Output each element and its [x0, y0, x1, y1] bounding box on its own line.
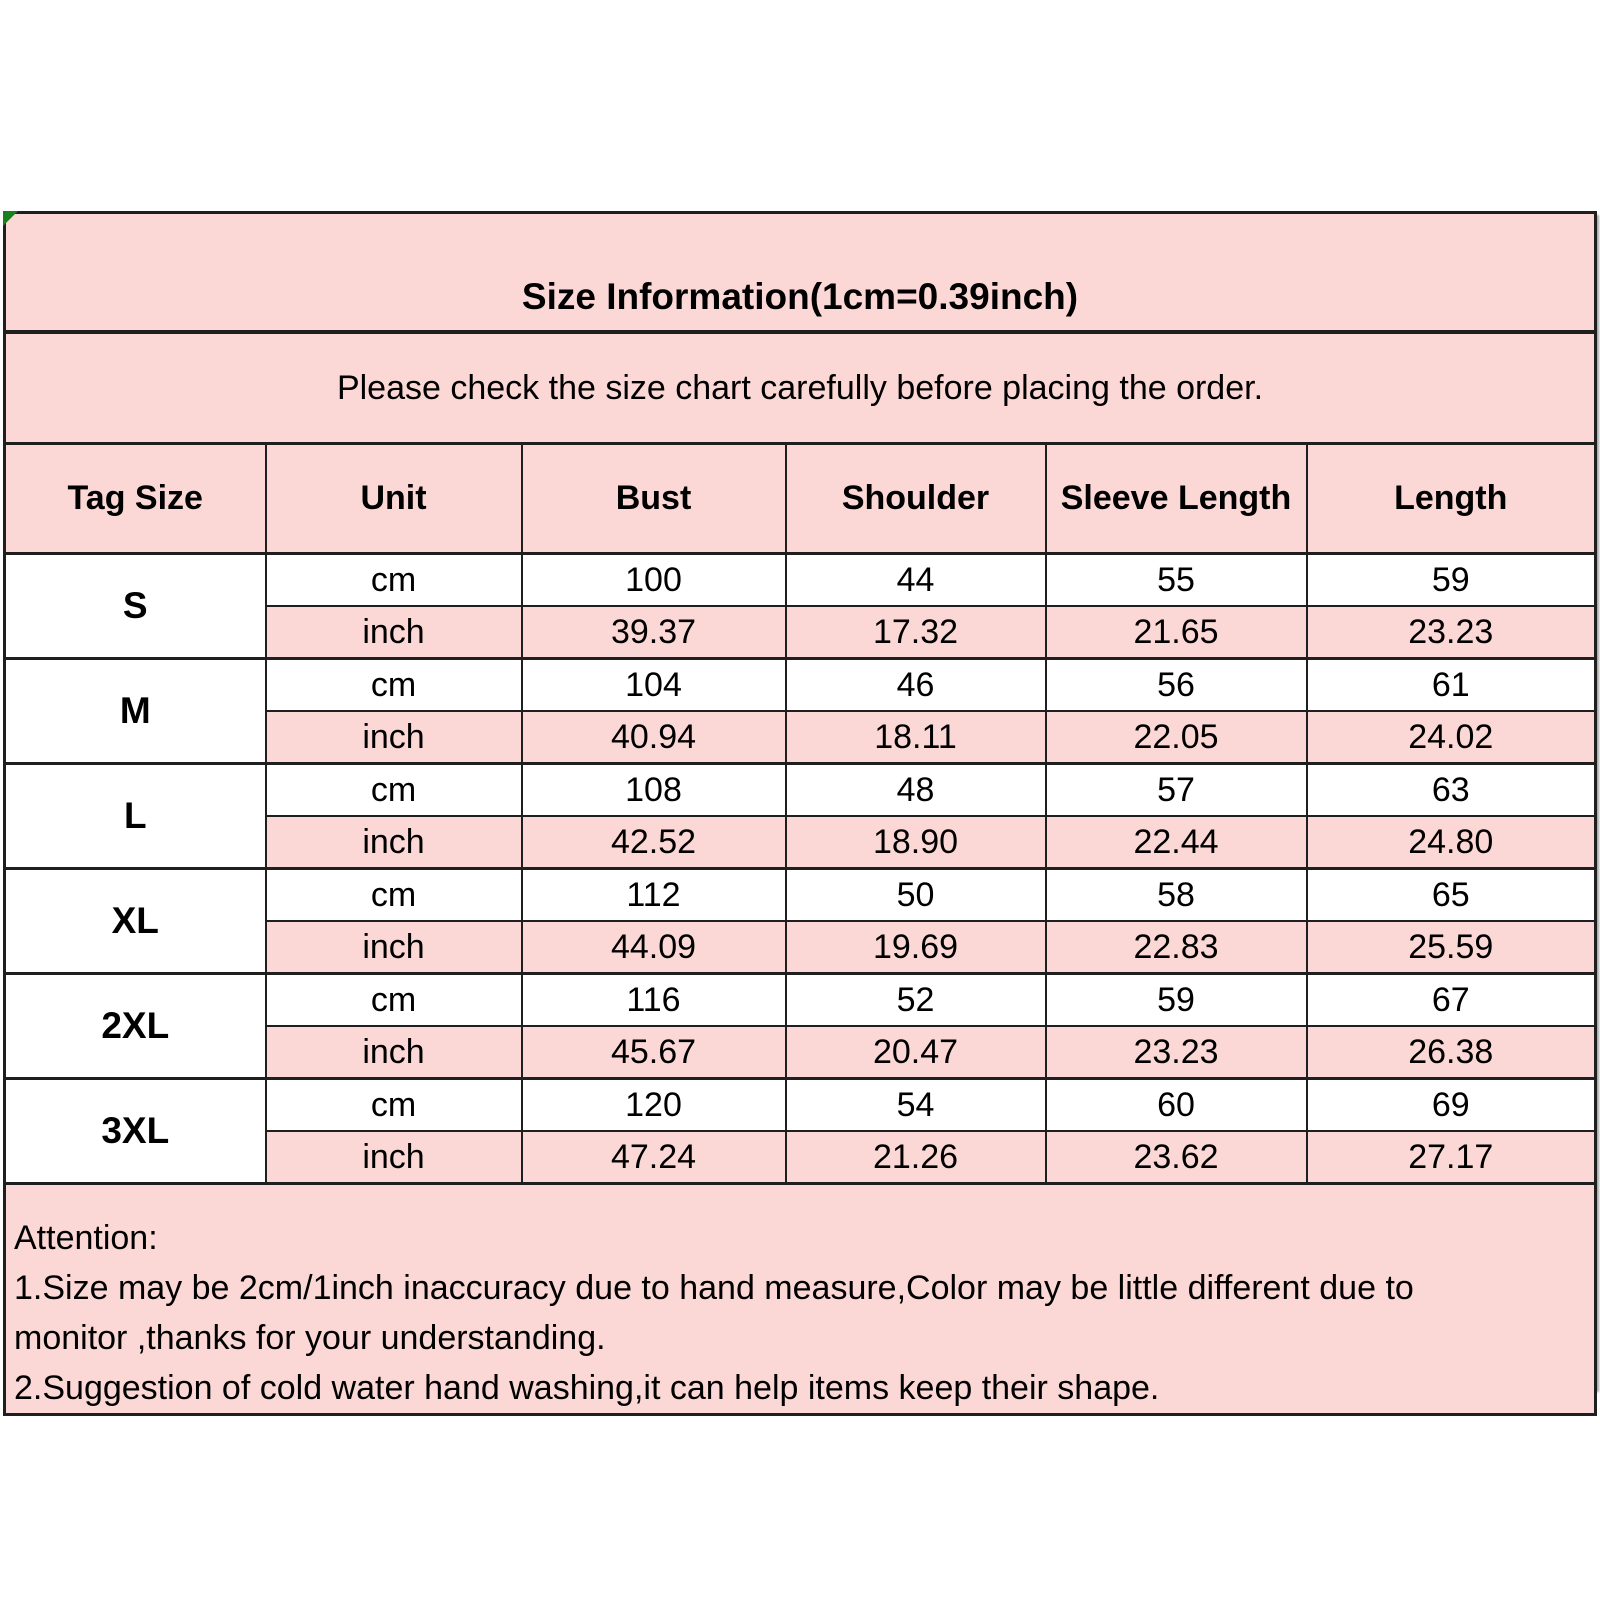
unit-cell: inch	[266, 816, 522, 869]
size-row-l-cm	[5, 764, 1596, 817]
tag-size-cell: S	[5, 554, 266, 659]
value-cell: 18.11	[786, 711, 1046, 764]
unit-cell: cm	[266, 1079, 522, 1132]
unit-cell: cm	[266, 974, 522, 1027]
value-cell: 104	[522, 659, 786, 712]
value-cell: 47.24	[522, 1131, 786, 1184]
value-cell: 59	[1046, 974, 1307, 1027]
value-cell: 55	[1046, 554, 1307, 607]
value-cell: 22.44	[1046, 816, 1307, 869]
tag-size-cell: M	[5, 659, 266, 764]
value-cell: 22.05	[1046, 711, 1307, 764]
size-chart-title: Size Information(1cm=0.39inch)	[5, 213, 1596, 333]
value-cell: 57	[1046, 764, 1307, 817]
unit-cell: inch	[266, 1026, 522, 1079]
value-cell: 100	[522, 554, 786, 607]
tag-size-cell: L	[5, 764, 266, 869]
attention-note1-line2: monitor ,thanks for your understanding.	[14, 1319, 606, 1357]
size-row-2xl-cm	[5, 974, 1596, 1027]
value-cell: 69	[1307, 1079, 1596, 1132]
unit-cell: inch	[266, 606, 522, 659]
value-cell: 48	[786, 764, 1046, 817]
size-row-s-cm	[5, 554, 1596, 607]
column-header-bust: Bust	[522, 444, 786, 554]
subtitle-row	[5, 332, 1596, 444]
value-cell: 56	[1046, 659, 1307, 712]
value-cell: 20.47	[786, 1026, 1046, 1079]
value-cell: 116	[522, 974, 786, 1027]
unit-cell: cm	[266, 764, 522, 817]
attention-note1-line1: 1.Size may be 2cm/1inch inaccuracy due to hand measure,Color may be little different due to	[14, 1269, 1414, 1307]
header-row	[5, 444, 1596, 554]
value-cell: 19.69	[786, 921, 1046, 974]
value-cell: 60	[1046, 1079, 1307, 1132]
value-cell: 58	[1046, 869, 1307, 922]
corner-marker-icon	[3, 211, 18, 226]
value-cell: 45.67	[522, 1026, 786, 1079]
unit-cell: inch	[266, 711, 522, 764]
value-cell: 25.59	[1307, 921, 1596, 974]
size-row-xl-cm	[5, 869, 1596, 922]
value-cell: 21.26	[786, 1131, 1046, 1184]
value-cell: 42.52	[522, 816, 786, 869]
size-chart-sheet	[3, 211, 1597, 1407]
unit-cell: inch	[266, 1131, 522, 1184]
value-cell: 65	[1307, 869, 1596, 922]
tag-size-cell: 3XL	[5, 1079, 266, 1184]
value-cell: 108	[522, 764, 786, 817]
value-cell: 112	[522, 869, 786, 922]
size-row-m-cm	[5, 659, 1596, 712]
size-row-3xl-cm	[5, 1079, 1596, 1132]
value-cell: 18.90	[786, 816, 1046, 869]
value-cell: 52	[786, 974, 1046, 1027]
value-cell: 23.23	[1307, 606, 1596, 659]
value-cell: 26.38	[1307, 1026, 1596, 1079]
value-cell: 61	[1307, 659, 1596, 712]
value-cell: 24.02	[1307, 711, 1596, 764]
value-cell: 59	[1307, 554, 1596, 607]
column-header-unit: Unit	[266, 444, 522, 554]
value-cell: 120	[522, 1079, 786, 1132]
unit-cell: cm	[266, 869, 522, 922]
value-cell: 21.65	[1046, 606, 1307, 659]
column-header-sleeve-length: Sleeve Length	[1046, 444, 1307, 554]
value-cell: 39.37	[522, 606, 786, 659]
attention-row	[5, 1184, 1596, 1415]
unit-cell: cm	[266, 659, 522, 712]
column-header-shoulder: Shoulder	[786, 444, 1046, 554]
attention-note2: 2.Suggestion of cold water hand washing,it can help items keep their shape.	[14, 1369, 1160, 1407]
value-cell: 17.32	[786, 606, 1046, 659]
value-cell: 23.62	[1046, 1131, 1307, 1184]
value-cell: 27.17	[1307, 1131, 1596, 1184]
column-header-tag-size: Tag Size	[5, 444, 266, 554]
value-cell: 40.94	[522, 711, 786, 764]
value-cell: 67	[1307, 974, 1596, 1027]
tag-size-cell: XL	[5, 869, 266, 974]
title-row	[5, 213, 1596, 333]
attention-heading: Attention:	[14, 1219, 158, 1257]
unit-cell: inch	[266, 921, 522, 974]
value-cell: 44.09	[522, 921, 786, 974]
tag-size-cell: 2XL	[5, 974, 266, 1079]
size-chart-table	[3, 211, 1597, 1416]
value-cell: 63	[1307, 764, 1596, 817]
value-cell: 50	[786, 869, 1046, 922]
attention-cell	[5, 1184, 1596, 1415]
value-cell: 46	[786, 659, 1046, 712]
value-cell: 54	[786, 1079, 1046, 1132]
value-cell: 24.80	[1307, 816, 1596, 869]
value-cell: 22.83	[1046, 921, 1307, 974]
unit-cell: cm	[266, 554, 522, 607]
value-cell: 44	[786, 554, 1046, 607]
size-chart-subtitle: Please check the size chart carefully before placing the order.	[5, 332, 1596, 444]
value-cell: 23.23	[1046, 1026, 1307, 1079]
column-header-length: Length	[1307, 444, 1596, 554]
